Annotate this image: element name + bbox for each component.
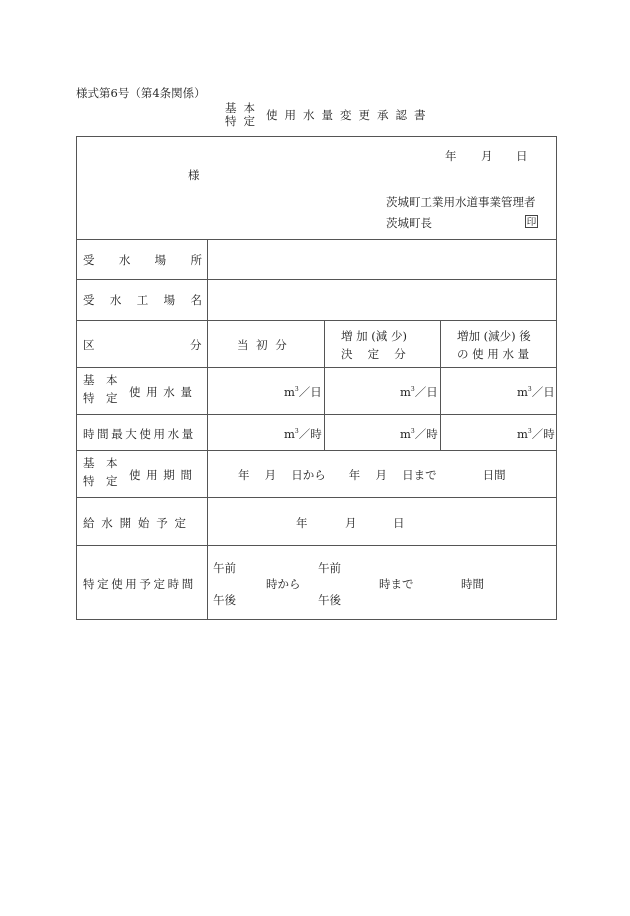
category-label-left: 区 <box>83 338 95 352</box>
supply-start-day[interactable]: 日 <box>393 516 405 530</box>
start-am[interactable]: 午前 <box>213 561 236 575</box>
usage-volume-label: 使 用 水 量 <box>129 385 193 399</box>
document-title <box>225 102 433 128</box>
usage-period-stack: 基 本 特 定 <box>83 456 118 488</box>
hours-suffix: 時間 <box>461 577 484 591</box>
supply-start-month[interactable]: 月 <box>345 516 357 530</box>
max-hourly-initial[interactable]: $m^3/$時 <box>284 427 322 441</box>
col-after-line2: の 使 用 水 量 <box>457 347 530 361</box>
max-hourly-label: 時間最大使用水量 <box>83 427 196 441</box>
row-divider <box>76 450 557 451</box>
title-stack-bottom: 特定 <box>225 114 262 128</box>
usage-period-label: 使 用 期 間 <box>129 468 193 482</box>
col-after-line1: 増加 (減少) 後 <box>457 329 531 343</box>
col-change-line2: 決 定 分 <box>341 347 406 361</box>
supply-start-label: 給水開始予定 <box>83 516 193 530</box>
col-initial: 当 初 分 <box>237 338 289 352</box>
title-stack <box>225 102 262 128</box>
col-divider <box>207 239 208 620</box>
specific-time-label: 特定使用予定時間 <box>83 577 196 591</box>
usage-volume-initial[interactable]: $m^3/$日 <box>284 385 322 399</box>
seal-mark: 印 <box>526 217 537 228</box>
usage-volume-change[interactable]: $m^3/$日 <box>400 385 438 399</box>
usage-period-value[interactable]: 年 月 日から 年 月 日まで 日間 <box>238 468 506 482</box>
date-year: 年 <box>445 149 457 163</box>
title-stack-top: 基本 <box>225 101 262 115</box>
col-divider <box>440 320 441 450</box>
row-divider <box>76 497 557 498</box>
title-main: 使用水量変更承認書 <box>266 108 433 122</box>
row-divider <box>76 367 557 368</box>
end-pm[interactable]: 午後 <box>318 593 341 607</box>
col-change-line1: 増 加 (減 少) <box>341 329 407 343</box>
row-divider <box>76 545 557 546</box>
location-field[interactable] <box>209 240 556 278</box>
date-day: 日 <box>516 149 528 163</box>
addressee-suffix: 様 <box>188 168 200 182</box>
issuer-title: 茨城町工業用水道事業管理者 <box>386 195 536 209</box>
row-divider <box>76 414 557 415</box>
max-hourly-after[interactable]: $m^3/$時 <box>517 427 555 441</box>
start-hour-suffix: 時から <box>266 577 301 591</box>
col-divider <box>324 320 325 450</box>
factory-name-field[interactable] <box>209 280 556 319</box>
start-pm[interactable]: 午後 <box>213 593 236 607</box>
row-divider <box>76 320 557 321</box>
factory-name-label: 受 水 工 場 名 <box>83 293 202 307</box>
supply-start-year[interactable]: 年 <box>296 516 308 530</box>
issuer-name: 茨城町長 <box>386 216 432 230</box>
usage-volume-after[interactable]: $m^3/$日 <box>517 385 555 399</box>
form-number: 様式第6号（第4条関係） <box>76 86 206 100</box>
usage-volume-stack: 基 本 特 定 <box>83 373 118 405</box>
location-label: 受 水 場 所 <box>83 253 202 267</box>
category-label-right: 分 <box>190 338 202 352</box>
end-hour-suffix: 時まで <box>379 577 414 591</box>
date-month: 月 <box>481 149 493 163</box>
end-am[interactable]: 午前 <box>318 561 341 575</box>
max-hourly-change[interactable]: $m^3/$時 <box>400 427 438 441</box>
